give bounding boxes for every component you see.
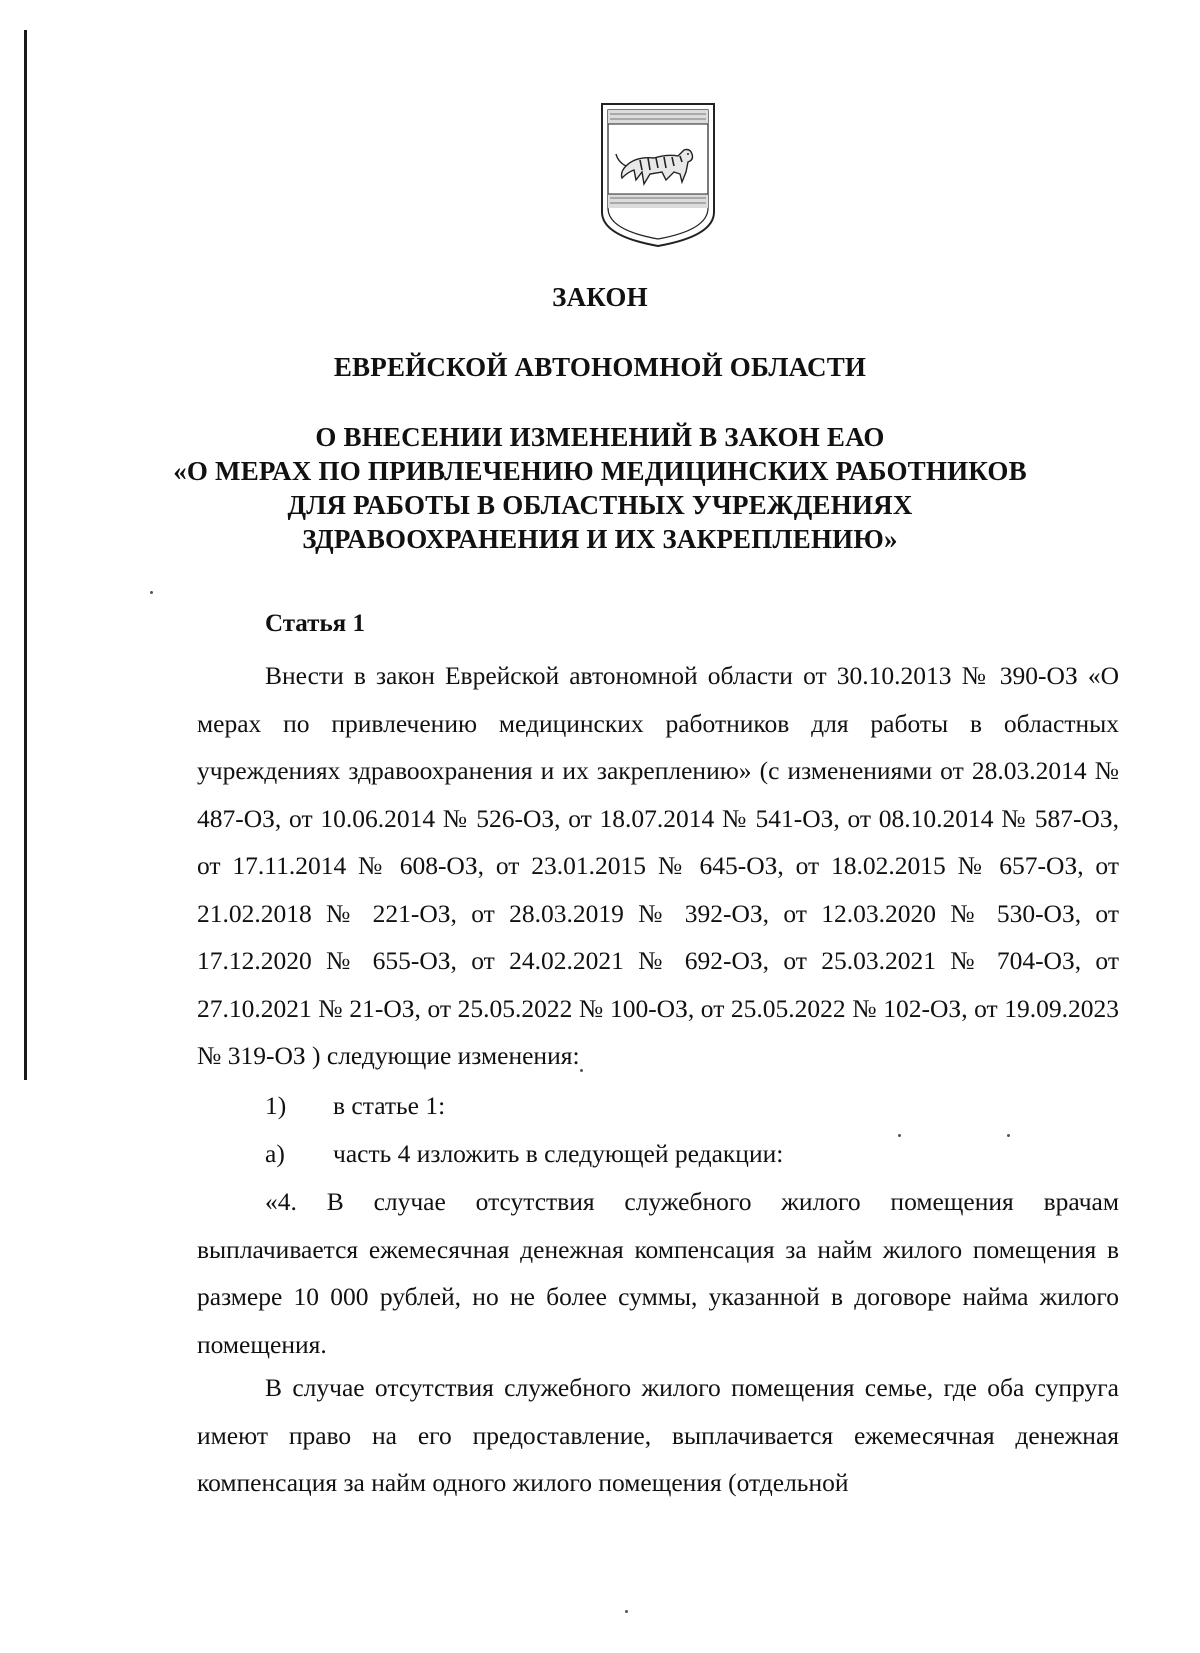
list-item-text: часть 4 изложить в следующей редакции: [333,1139,784,1168]
document-title: ЗАКОН [552,282,648,312]
continuation-paragraph: В случае отсутствия служебного жилого помещения семье, где оба супруга имеют право на его предоставление, выплачивается ежемесячная денежная компенсация за найм одного жилого помещения (отдельной [197,1373,1119,1497]
law-subject-heading [0,420,1200,556]
list-item-marker: 1) [265,1091,287,1120]
subject-line: О ВНЕСЕНИИ ИЗМЕНЕНИЙ В ЗАКОН ЕАО [315,422,885,452]
list-item [265,1082,445,1130]
subject-line: ДЛЯ РАБОТЫ В ОБЛАСТНЫХ УЧРЕЖДЕНИЯХ [287,490,913,520]
scan-speck [898,1134,901,1137]
subject-line: «О МЕРАХ ПО ПРИВЛЕЧЕНИЮ МЕДИЦИНСКИХ РАБОТНИКОВ [173,456,1027,486]
scan-speck [580,1069,583,1072]
article-heading: Статья 1 [265,610,365,637]
subject-line: ЗДРАВООХРАНЕНИЯ И ИХ ЗАКРЕПЛЕНИЮ» [302,524,898,554]
scan-speck [150,591,153,594]
scan-speck [625,1610,628,1613]
list-item-text: в статье 1: [333,1091,446,1120]
list-item [265,1130,783,1178]
list-item-marker: а) [265,1139,285,1168]
intro-paragraph: Внести в закон Еврейской автономной области от 30.10.2013 № 390-ОЗ «О мерах по привлечению медицинских работников для работы в областных учреждениях здравоохранения и их закреплению» (с изменениями от 28.03.2014 № 487-ОЗ, от 10.06.2014 № 526-ОЗ, от 18.07.2014 № 541-ОЗ, от 08.10.2014 № 587-ОЗ, от 17.11.2014 № 608-ОЗ, от 23.01.2015 № 645-ОЗ, от 18.02.2015 № 657-ОЗ, от 21.02.2018 № 221-ОЗ, от 28.03.2019 № 392-ОЗ, от 12.03.2020 № 530-ОЗ, от 17.12.2020 № 655-ОЗ, от 24.02.2021 № 692-ОЗ, от 25.03.2021 № 704-ОЗ, от 27.10.2021 № 21-ОЗ, от 25.05.2022 № 100-ОЗ, от 25.05.2022 № 102-ОЗ, от 19.09.2023 № 319-ОЗ ) следующие изменения: [197,661,1119,1070]
tiger-coat-of-arms-icon [596,100,720,250]
quoted-paragraph: «4. В случае отсутствия служебного жилого помещения врачам выплачивается ежемесячная денежная компенсация за найм жилого помещения в размере 10 000 рублей, но не более суммы, указанной в договоре найма жилого помещения. [197,1187,1119,1359]
scan-speck [1007,1134,1010,1137]
region-heading: ЕВРЕЙСКОЙ АВТОНОМНОЙ ОБЛАСТИ [333,352,867,382]
